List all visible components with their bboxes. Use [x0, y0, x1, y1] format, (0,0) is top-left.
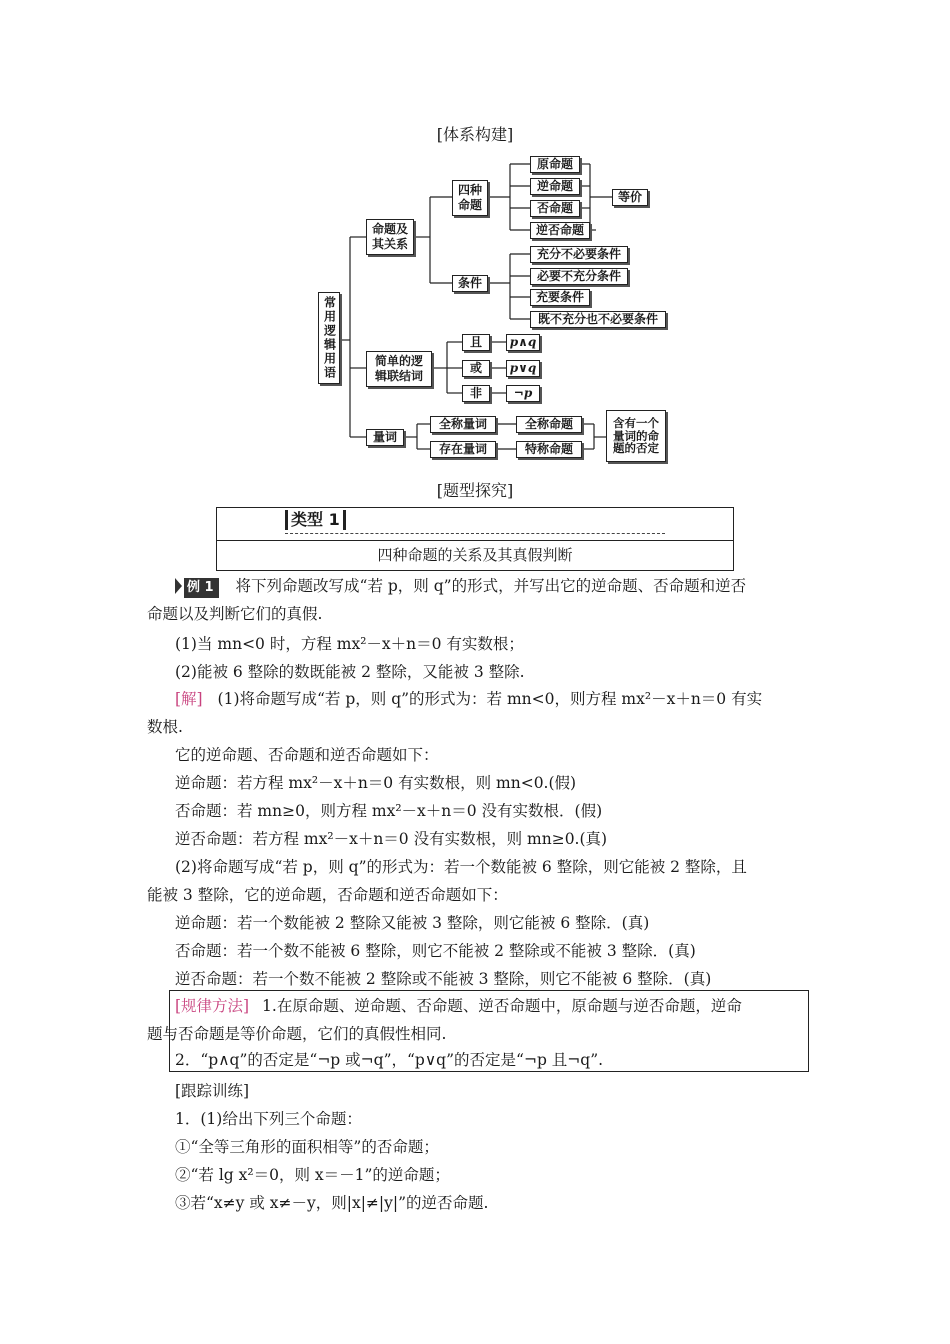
type-box	[216, 507, 734, 571]
example-line-1	[175, 576, 746, 598]
node-particular-proposition: 特称命题	[516, 441, 582, 458]
solution-line-10: 否命题：若一个数不能被 6 整除，则它不能被 2 整除或不能被 3 整除．(真)	[175, 942, 696, 960]
training-line-1: 1．(1)给出下列三个命题：	[175, 1110, 362, 1128]
node-universal-quantifier: 全称量词	[430, 416, 496, 433]
solution-text-1: (1)将命题写成“若 p，则 q”的形式为：若 mn<0，则方程 mx²－x＋n＝0 有实	[217, 690, 763, 708]
node-inverse-proposition: 否命题	[530, 200, 580, 217]
example-question-1: (1)当 mn<0 时，方程 mx²－x＋n＝0 有实数根；	[175, 635, 524, 653]
node-p-or-q: p∨q	[506, 360, 540, 377]
solution-line-11: 逆否命题：若一个数不能被 2 整除或不能被 3 整除，则它不能被 6 整除．(真)	[175, 970, 712, 988]
type-divider	[217, 540, 733, 541]
example-line-2: 命题以及判断它们的真假.	[147, 605, 323, 623]
solution-line-9: 逆命题：若一个数能被 2 整除又能被 3 整除，则它能被 6 整除．(真)	[175, 914, 650, 932]
solution-line-5: 否命题：若 mn≥0，则方程 mx²－x＋n＝0 没有实数根．(假)	[175, 802, 603, 820]
node-quantifiers: 量词	[366, 429, 404, 446]
rule-tag: [规律方法]	[175, 997, 250, 1015]
solution-line-2: 数根.	[147, 718, 183, 736]
solution-line-4: 逆命题：若方程 mx²－x＋n＝0 有实数根，则 mn<0.(假)	[175, 774, 577, 792]
solution-tag: [解]	[175, 690, 203, 708]
solution-line-7: (2)将命题写成“若 p，则 q”的形式为：若一个数能被 6 整除，则它能被 2 整除，且	[175, 858, 747, 876]
node-conditions: 条件	[452, 275, 488, 292]
solution-line-3: 它的逆命题、否命题和逆否命题如下：	[175, 746, 439, 764]
example-question-2: (2)能被 6 整除的数既能被 2 整除，又能被 3 整除.	[175, 663, 525, 681]
training-line-2: ①“全等三角形的面积相等”的否命题；	[175, 1138, 439, 1156]
solution-line-8: 能被 3 整除，它的逆命题，否命题和逆否命题如下：	[147, 886, 508, 904]
section-title-explore: [题型探究]	[436, 481, 514, 500]
node-and: 且	[462, 334, 490, 351]
node-sufficient-not-necessary: 充分不必要条件	[530, 246, 628, 263]
node-neither-condition: 既不充分也不必要条件	[530, 311, 666, 328]
training-line-4: ③若“x≠y 或 x≠－y，则|x|≠|y|”的逆否命题.	[175, 1194, 489, 1212]
training-title: [跟踪训练]	[175, 1082, 250, 1100]
solution-line-6: 逆否命题：若方程 mx²－x＋n＝0 没有实数根，则 mn≥0.(真)	[175, 830, 608, 848]
rule-line-2: 题与否命题是等价命题，它们的真假性相同.	[147, 1025, 447, 1043]
node-original-proposition: 原命题	[530, 156, 580, 173]
rule-line-1	[175, 996, 742, 1016]
node-existential-quantifier: 存在量词	[430, 441, 496, 458]
diagram-root-node: 常用逻辑用语	[318, 292, 340, 384]
rule-line-3: 2．“p∧q”的否定是“¬p 或¬q”，“p∨q”的否定是“¬p 且¬q”.	[175, 1051, 604, 1069]
node-necessary-not-sufficient: 必要不充分条件	[530, 268, 628, 285]
node-logical-connectives: 简单的逻辑联结词	[366, 351, 432, 387]
node-necessary-and-sufficient: 充要条件	[530, 289, 590, 306]
node-or: 或	[462, 360, 490, 377]
node-p-and-q: p∧q	[506, 334, 540, 351]
node-four-propositions: 四种命题	[452, 180, 488, 216]
example-tag: 例 1	[184, 578, 219, 598]
example-arrow-icon	[175, 578, 182, 594]
example-text-1: 将下列命题改写成“若 p，则 q”的形式，并写出它的逆命题、否命题和逆否	[235, 577, 747, 595]
section-title-system: [体系构建]	[436, 125, 514, 144]
rule-text-1: 1.在原命题、逆命题、否命题、逆否命题中，原命题与逆否命题，逆命	[262, 997, 742, 1015]
node-proposition-relations: 命题及其关系	[366, 219, 414, 255]
type-heading: 类型 1	[285, 510, 346, 530]
solution-line-1	[175, 689, 762, 709]
node-universal-proposition: 全称命题	[516, 416, 582, 433]
training-line-3: ②“若 lg x²＝0，则 x＝－1”的逆命题；	[175, 1166, 450, 1184]
node-not-p: ¬p	[506, 385, 540, 402]
node-converse-proposition: 逆命题	[530, 178, 580, 195]
node-equivalent: 等价	[612, 189, 648, 206]
node-quantifier-negation: 含有一个量词的命题的否定	[606, 410, 666, 462]
type-subtitle: 四种命题的关系及其真假判断	[377, 546, 573, 564]
type-dash-divider	[285, 533, 665, 534]
node-not: 非	[462, 385, 490, 402]
node-contrapositive-proposition: 逆否命题	[530, 222, 590, 239]
